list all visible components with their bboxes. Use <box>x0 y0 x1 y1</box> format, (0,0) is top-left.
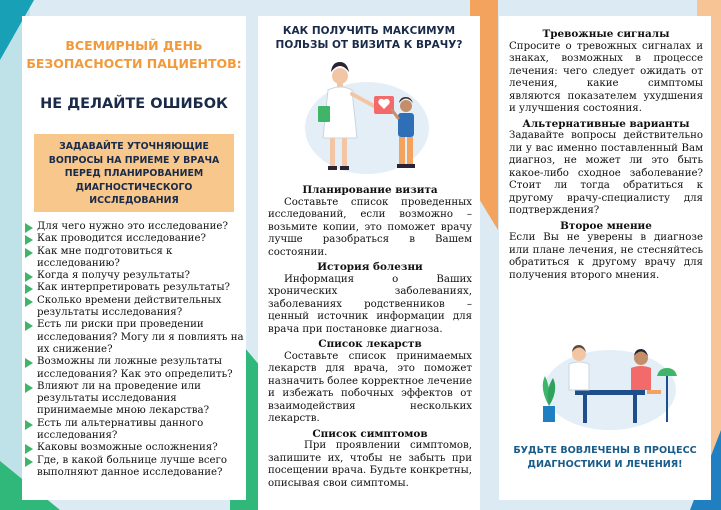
highlight-box: ЗАДАВАЙТЕ УТОЧНЯЮЩИЕ ВОПРОСЫ НА ПРИЕМЕ У ВРАЧА ПЕРЕД ПЛАНИРОВАНИЕМ ДИАГНОСТИЧЕСКОГО ИССЛЕДОВАНИЯ <box>34 134 234 212</box>
bullet-icon <box>25 248 33 258</box>
panel-title: КАК ПОЛУЧИТЬ МАКСИМУМ ПОЛЬЗЫ ОТ ВИЗИТА К ВРАЧУ? <box>275 25 463 51</box>
list-item: Есть ли альтернативы данного исследования? <box>22 418 244 443</box>
panel-middle-content <box>268 184 472 490</box>
questions-list <box>22 221 244 479</box>
bullet-icon <box>25 444 33 454</box>
section-heading: История болезни <box>317 261 423 273</box>
section-text: При проявлении симптомов, запишите их, чтобы не забыть при посещении врача. Будьте конкретны, описывая свои симптомы. <box>268 440 472 489</box>
list-item: Где, в какой больнице лучше всего выполняют данное исследование? <box>22 455 244 480</box>
bullet-icon <box>25 420 33 430</box>
panel-right <box>499 16 711 500</box>
bullet-icon <box>25 457 33 467</box>
section-text: Составьте список проведенных исследований, если возможно – возьмите копии, это поможет врачу лучше разобраться в Вашем состоянии. <box>268 196 472 258</box>
section-text: Задавайте вопросы действительно ли у вас именно поставленный Вам диагноз, не может ли это быть какое-либо сходное заболевание? Стоит ли тогда обратиться к другому врачу-специалисту для подтверждения? <box>509 130 703 216</box>
section-text: Спросите о тревожных сигналах и знаках, возможных в процессе лечения: чего следует ожидать от лечения, какие симптомы являются показателем ухудшения и улучшения состояния. <box>509 40 703 114</box>
list-item: Сколько времени действительных результаты исследования? <box>22 295 244 320</box>
list-item: Есть ли риски при проведении исследования? Могу ли я повлиять на их снижение? <box>22 319 244 356</box>
bullet-icon <box>25 383 33 393</box>
list-item: Как мне подготовиться к исследованию? <box>22 246 244 271</box>
footer-call-to-action: БУДЬТЕ ВОВЛЕЧЕНЫ В ПРОЦЕСС ДИАГНОСТИКИ И ЛЕЧЕНИЯ! <box>513 445 697 470</box>
list-item: Как проводится исследование? <box>22 233 244 245</box>
panel-middle <box>258 16 480 510</box>
panel-left <box>22 16 246 500</box>
list-item: Каковы возможные осложнения? <box>22 442 244 454</box>
section-heading: Список лекарств <box>318 338 422 350</box>
section-heading: Тревожные сигналы <box>542 28 670 40</box>
section-text: Информация о Ваших хронических заболеваниях, заболеваниях родственников – ценный источник информации для врача при постановке диагноза. <box>268 273 472 335</box>
section-text: Если Вы не уверены в диагнозе или плане лечения, не стесняйтесь обратиться к другому врачу для получения второго мнения. <box>509 232 703 281</box>
bullet-icon <box>25 297 33 307</box>
bullet-icon <box>25 223 33 233</box>
list-item: Для чего нужно это исследование? <box>22 221 244 233</box>
bullet-icon <box>25 321 33 331</box>
section-heading: Планирование визита <box>302 184 438 196</box>
title-line-2: БЕЗОПАСНОСТИ ПАЦИЕНТОВ: <box>26 56 242 71</box>
list-item: Возможны ли ложные результаты исследования? Как это определить? <box>22 356 244 381</box>
page-subtitle: НЕ ДЕЛАЙТЕ ОШИБОК <box>40 96 228 112</box>
list-item: Влияют ли на проведение или результаты исследования принимаемые мною лекарства? <box>22 381 244 418</box>
section-heading: Список симптомов <box>312 427 428 440</box>
section-heading: Второе мнение <box>560 219 652 232</box>
bullet-icon <box>25 272 33 282</box>
section-heading: Альтернативные варианты <box>522 117 690 130</box>
bullet-icon <box>25 235 33 245</box>
section-text: Составьте список принимаемых лекарств для врача, это поможет назначить более корректное лечение и избежать побочных эффектов от взаимодействия нескольких лекарств. <box>268 350 472 424</box>
title-line-1: ВСЕМИРНЫЙ ДЕНЬ <box>65 38 203 53</box>
doctor-patient-illustration <box>302 56 432 178</box>
consultation-illustration <box>535 328 685 432</box>
list-item: Когда я получу результаты? <box>22 270 244 282</box>
bullet-icon <box>25 358 33 368</box>
bullet-icon <box>25 284 33 294</box>
panel-right-content <box>509 28 703 282</box>
list-item: Как интерпретировать результаты? <box>22 282 244 294</box>
